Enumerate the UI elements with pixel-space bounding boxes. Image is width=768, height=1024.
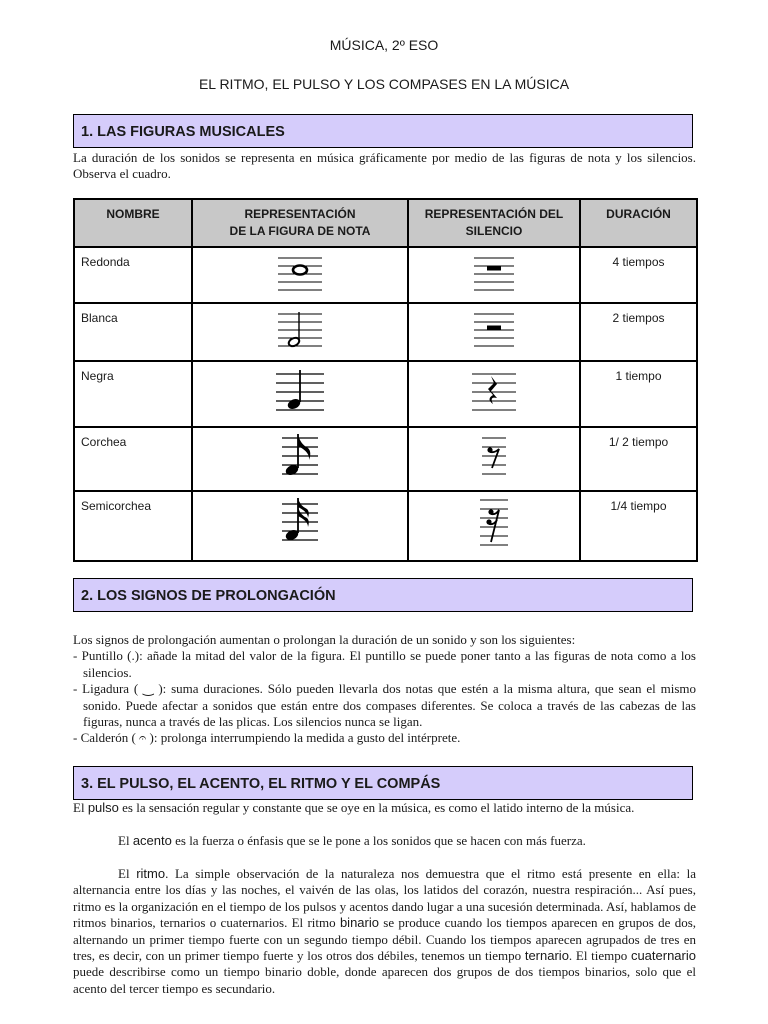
table-row [74,491,697,561]
term-ternario: ternario [524,948,569,964]
whole-rest-icon [464,248,524,300]
col-header-duration: DURACIÓN [580,199,697,247]
table-row [74,247,697,303]
col-header-note: REPRESENTACIÓN DE LA FIGURA DE NOTA [192,199,408,247]
figure-name: Redonda [74,247,192,303]
note-figures-table [73,198,698,562]
col-header-rest: REPRESENTACIÓN DEL SILENCIO [408,199,580,247]
eighth-rest-icon [464,428,524,486]
section-2-heading: 2. LOS SIGNOS DE PROLONGACIÓN [73,578,693,612]
page-title: EL RITMO, EL PULSO Y LOS COMPASES EN LA MÚSICA [198,76,570,92]
section-2-intro: Los signos de prolongación aumentan o prolongan la duración de un sonido y son los siguientes: [73,632,576,647]
term-ritmo: ritmo [136,866,166,881]
section-1-intro: La duración de los sonidos se representa en música gráficamente por medio de las figuras de nota y los silencios. Observa el cuadro. [73,150,696,182]
figure-name: Semicorchea [74,491,192,561]
eighth-note-icon [270,428,330,486]
quarter-rest-icon [464,362,524,422]
figure-name: Corchea [74,427,192,491]
figure-duration: 1 tiempo [580,361,697,427]
half-note-icon [270,304,330,358]
figure-duration: 2 tiempos [580,303,697,361]
figure-duration: 4 tiempos [580,247,697,303]
figure-duration: 1/ 2 tiempo [580,427,697,491]
table-row [74,361,697,427]
course-title: MÚSICA, 2º ESO [329,37,439,53]
paragraph-ritmo: El ritmo. La simple observación de la naturaleza nos demuestra que el ritmo está presente en ella: la alternancia entre los días y las noches, el vaivén de las olas, los latidos del corazón, nuestra respiración... Así pues, ritmo es la organización en el tiempo de los pulsos y acentos dando lugar a una sucesión determinada. Así, hablamos de ritmos binarios, ternarios o cuaternarios. El ritmo binario se produce cuando los tiempos aparecen en grupos de dos, alternando un primer tiempo fuerte con un segundo tiempo débil. Cuando los tiempos aparecen agrupados de tres en tres, es decir, con un primer tiempo fuerte y los otros dos débiles, tenemos un tiempo ternario. El tiempo cuaternario puede describirse como un tiempo binario doble, donde aparecen dos grupos de dos tiempos binarios, solo que el acento del tercer tiempo es secundario. [73,866,696,996]
table-row [74,427,697,491]
half-rest-icon [464,304,524,358]
table-row [74,303,697,361]
list-item-ligadura: - Ligadura ( ‿ ): suma duraciones. Sólo pueden llevarla dos notas que estén a la misma altura, que sean el mismo sonido. Puede afectar a sonidos que están entre dos compases diferentes. Se coloca a través de las cabezas de las figuras, nunca a través de las plicas. Los silencios nunca se ligan. [73,681,696,730]
whole-note-icon [270,248,330,300]
section-3-heading: 3. EL PULSO, EL ACENTO, EL RITMO Y EL COMPÁS [73,766,693,800]
figure-name: Blanca [74,303,192,361]
list-item-calderon: - Calderón ( 𝄐 ): prolonga interrumpiendo la medida a gusto del intérprete. [73,730,461,746]
col-header-name: NOMBRE [74,199,192,247]
figure-name: Negra [74,361,192,427]
term-cuaternario: cuaternario [630,948,696,964]
list-item-puntillo: - Puntillo (.): añade la mitad del valor de la figura. El puntillo se puede poner tanto a las figuras de nota como a los silencios. [73,648,696,680]
quarter-note-icon [270,362,330,422]
term-pulso: pulso [87,800,119,815]
sixteenth-note-icon [270,492,330,554]
term-acento: acento [132,833,172,848]
figure-duration: 1/4 tiempo [580,491,697,561]
sixteenth-rest-icon [464,492,524,554]
section-1-heading: 1. LAS FIGURAS MUSICALES [73,114,693,148]
term-binario: binario [339,915,379,931]
paragraph-acento: El acento es la fuerza o énfasis que se le pone a los sonidos que se hacen con más fuerza. [118,833,586,848]
paragraph-pulso: El pulso es la sensación regular y constante que se oye en la música, es como el latido interno de la música. [73,800,635,815]
table-header-row [74,199,697,247]
section-2-body [73,632,696,747]
